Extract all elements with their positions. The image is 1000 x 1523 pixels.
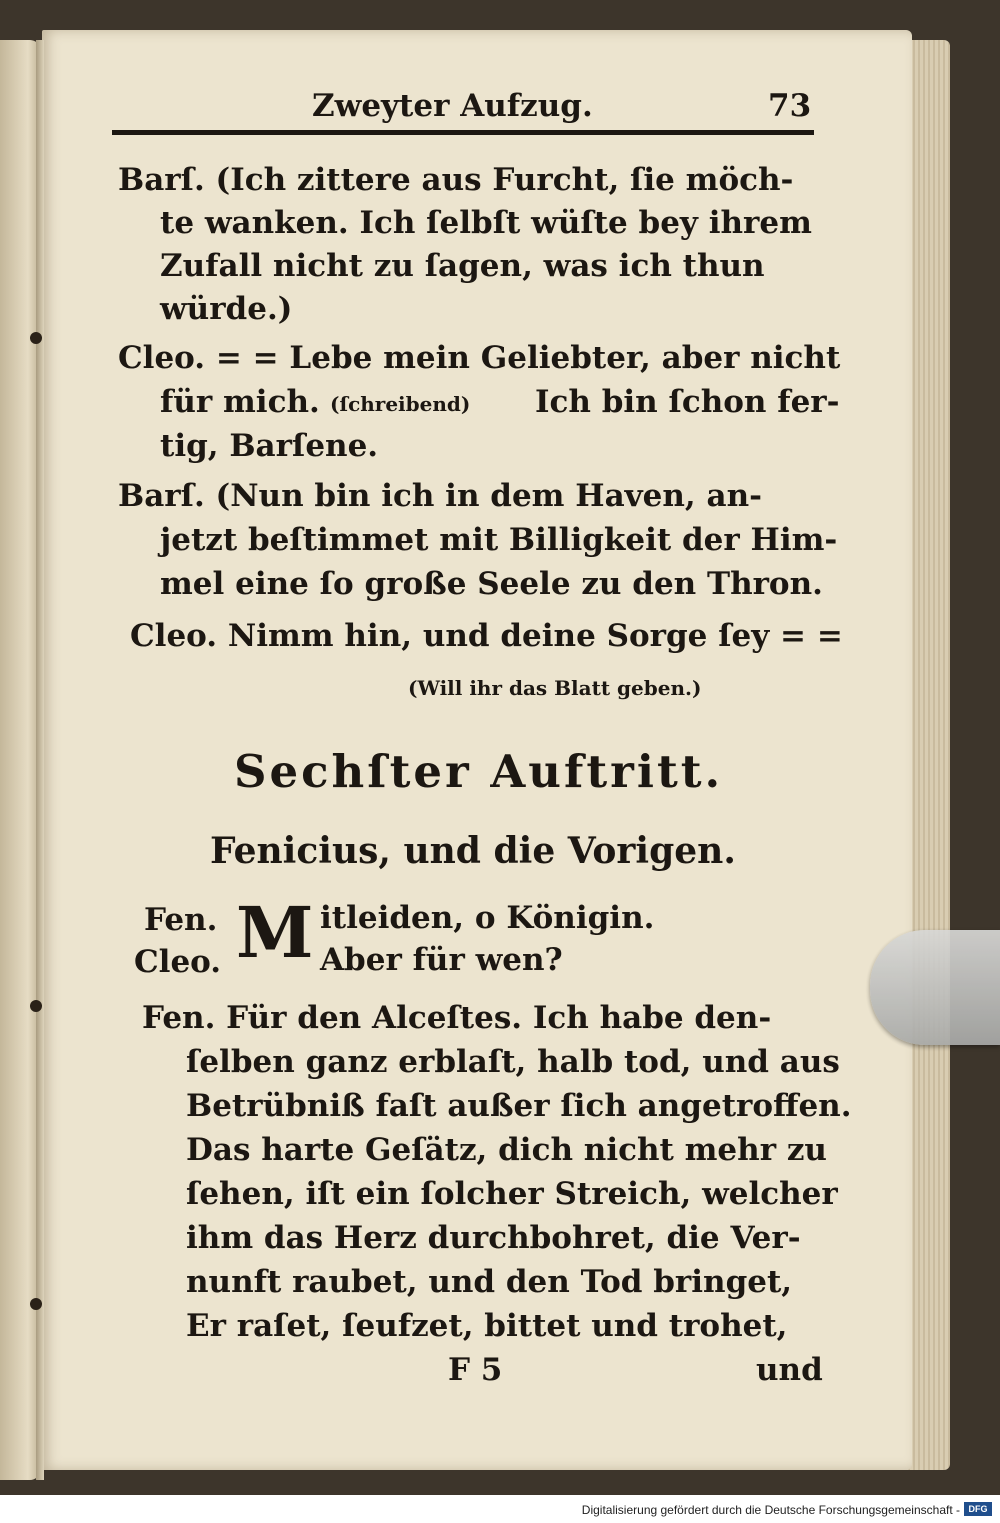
text-line: Cleo. = = Lebe mein Geliebter, aber nicht <box>118 340 841 376</box>
text-line: Das harte Geſätz, dich nicht mehr zu <box>186 1132 827 1168</box>
scene-persons: Fenicius, und die Vorigen. <box>210 830 736 872</box>
book-gutter <box>36 40 44 1480</box>
page-number: 73 <box>768 88 812 124</box>
text-line: ſelben ganz erblaſt, halb tod, und aus <box>186 1044 840 1080</box>
text-line: Betrübniß faſt außer ſich angetroffen. <box>186 1088 852 1124</box>
text-line: würde.) <box>160 291 293 327</box>
text-line: mel eine ſo große Seele zu den Thron. <box>160 566 823 602</box>
text-line: nunft raubet, und den Tod bringet, <box>186 1264 793 1300</box>
binding-stitch <box>30 1000 42 1012</box>
text-line: itleiden, o Königin. <box>320 900 655 936</box>
text-line: Barſ. (Ich zittere aus Furcht, ſie möch- <box>118 162 794 198</box>
digitization-credit: Digitalisierung gefördert durch die Deutsche Forschungsgemeinschaft - <box>581 1503 960 1517</box>
text-line: für mich. <box>160 384 320 420</box>
text-line: te wanken. Ich ſelbſt wüſte bey ihrem <box>160 205 812 241</box>
text-line: Er raſet, ſeufzet, bittet und trohet, <box>186 1308 788 1344</box>
text-line: Barſ. (Nun bin ich in dem Haven, an- <box>118 478 763 514</box>
text-line: jetzt beſtimmet mit Billigkeit der Him- <box>160 522 838 558</box>
stage-direction: (Will ihr das Blatt geben.) <box>408 676 702 700</box>
signature-mark: F 5 <box>448 1352 503 1388</box>
text-line: Zufall nicht zu ſagen, was ich thun <box>160 248 765 284</box>
scene-title: Sechſter Auftritt. <box>234 745 724 798</box>
text-line: tig, Barſene. <box>160 428 379 464</box>
text-line: Cleo. Nimm hin, und deine Sorge ſey = = <box>130 618 843 654</box>
text-line: Fen. Für den Alceſtes. Ich habe den- <box>142 1000 772 1036</box>
text-line: Ich bin ſchon fer- <box>535 384 840 420</box>
drop-cap: M <box>236 891 314 974</box>
dfg-logo: DFG <box>964 1502 992 1516</box>
binding-stitch <box>30 1298 42 1310</box>
catchword: und <box>756 1352 823 1388</box>
text-line: ſehen, iſt ein ſolcher Streich, welcher <box>186 1176 838 1212</box>
text-line: Aber für wen? <box>320 942 563 978</box>
page-clip <box>870 930 1000 1045</box>
binding-stitch <box>30 332 42 344</box>
speaker-label: Fen. <box>144 902 218 938</box>
left-page-edge <box>0 40 40 1480</box>
running-title: Zweyter Aufzug. <box>312 88 593 124</box>
text-line: ihm das Herz durchbohret, die Ver- <box>186 1220 801 1256</box>
stage-direction: (ſchreibend) <box>330 392 471 416</box>
header-rule <box>112 130 814 135</box>
speaker-label: Cleo. <box>134 944 222 980</box>
